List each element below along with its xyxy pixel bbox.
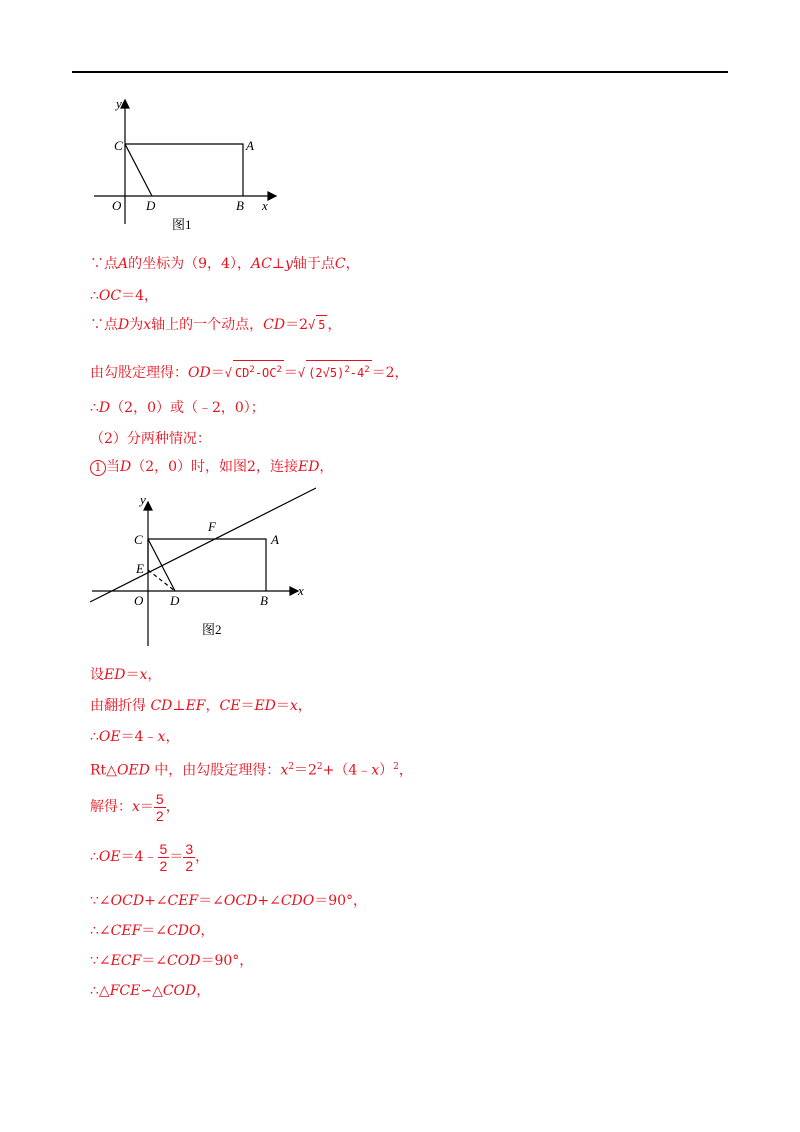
line-8: 设ED＝x， (90, 667, 162, 683)
fig1-x-arrow (268, 192, 276, 200)
fig1-label-c: C (114, 138, 123, 153)
line-6: （2）分两种情况： (90, 431, 211, 447)
fig2-label-f: F (208, 519, 216, 534)
fig2-label-c: C (134, 532, 143, 547)
fig2-label-o: O (134, 593, 144, 608)
fig1-rectangle (125, 144, 243, 196)
line-5: ∴D（2，0）或（﹣2，0）； (90, 400, 265, 416)
line-17: ∴△FCE∽△COD， (90, 983, 211, 999)
fig1-segment-cd (125, 144, 152, 196)
line-11: Rt△OED 中，由勾股定理得：$x^2=2^2+(4﹣x)^2$， (90, 762, 413, 779)
figure-2 (88, 484, 318, 654)
fig1-label-a: A (246, 138, 254, 153)
fig1-label-y: y (116, 96, 122, 111)
line-13: ∴OE＝4﹣ $\frac{5}{2}$ ＝ $\frac{3}{2}$ ， (90, 840, 210, 874)
line-10: ∴OE＝4﹣x， (90, 729, 180, 745)
fig2-label-y: y (140, 492, 146, 507)
fig2-x-arrow (290, 587, 298, 595)
fig1-label-d: D (146, 198, 156, 213)
line-7: 1 当D（2，0）时，如图2，连接ED， (90, 458, 333, 476)
line-9: 由翻折得 CD⊥EF，CE＝ED＝x， (90, 698, 312, 714)
fig2-label-b: B (260, 593, 268, 608)
line-16: ∵∠ECF＝∠COD＝90°， (90, 953, 254, 969)
fig2-line-ef (90, 488, 316, 602)
fig2-label-a: A (271, 532, 279, 547)
fig1-caption: 图1 (172, 217, 192, 232)
line-14: ∵∠OCD+∠CEF＝∠OCD+∠CDO＝90°， (90, 893, 368, 909)
line-15: ∴∠CEF＝∠CDO， (90, 923, 215, 939)
fig2-label-d: D (170, 593, 180, 608)
fig2-caption: 图2 (202, 622, 222, 637)
fig1-label-b: B (236, 198, 244, 213)
fig2-segment-ed (148, 570, 175, 591)
line-2: ∴OC＝4， (90, 288, 159, 304)
header-rule (72, 71, 728, 73)
line-1: ∵点A的坐标为（9，4），AC⊥y轴于点C， (90, 256, 360, 272)
fig1-label-o: O (112, 198, 122, 213)
figure-1 (88, 96, 288, 236)
fig2-label-e: E (136, 561, 144, 576)
fig2-label-x: x (298, 583, 304, 598)
fig2-segment-cd (148, 539, 175, 591)
fig1-label-x: x (262, 198, 268, 213)
fig1-y-arrow (121, 100, 129, 108)
line-3: ∵点D为x轴上的一个动点，CD＝2√ 5 ， (90, 317, 342, 333)
line-12: 解得：x＝ $\frac{5}{2}$ ， (90, 790, 180, 824)
line-4: 由勾股定理得：OD＝√ $CD^2-OC^2$ ＝√ $(2√5)^2-4^2 =2$， (90, 360, 409, 382)
